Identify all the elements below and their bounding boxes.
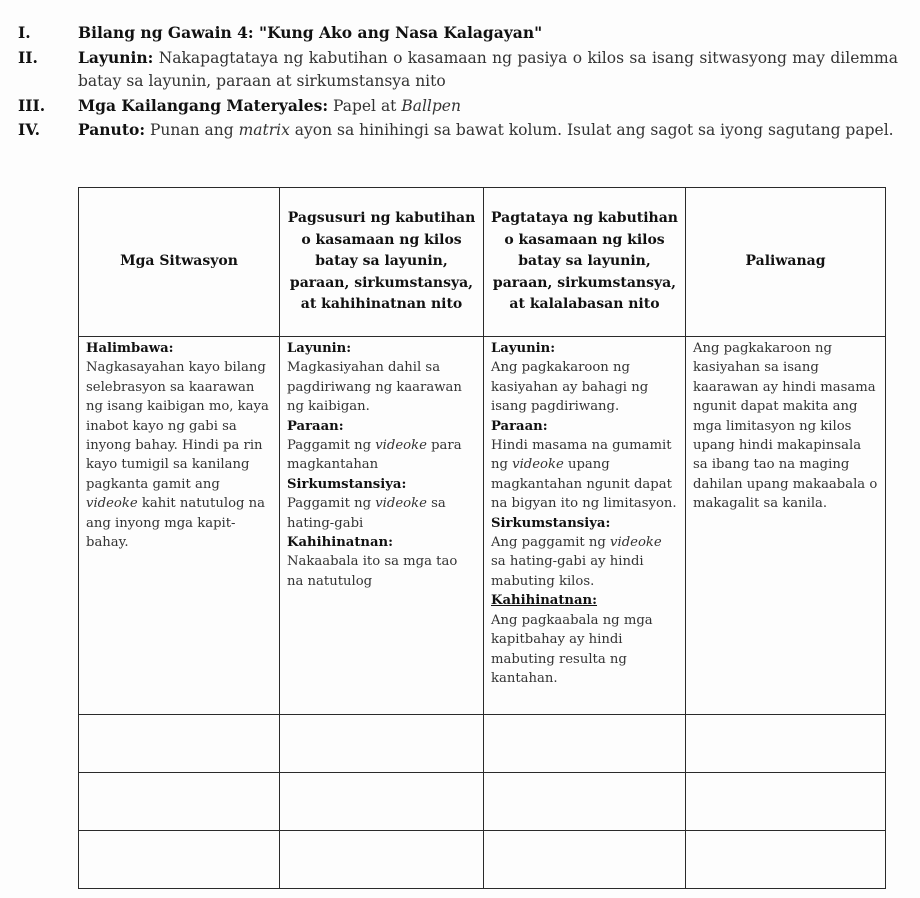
answer-cell-explanation[interactable] xyxy=(686,831,886,889)
answer-cell-analysis[interactable] xyxy=(280,831,484,889)
activity-matrix-table xyxy=(78,187,886,889)
kahihinatnan-text: Ang pagkaabala ng mga kapitbahay ay hindi mabuting resulta ng kantahan. xyxy=(491,612,653,686)
kahihinatnan-label: Kahihinatnan: xyxy=(287,535,394,551)
answer-row-2 xyxy=(79,773,886,831)
answer-cell-situation[interactable] xyxy=(79,831,280,889)
sirkumstansiya-text: Paggamit ng videoke sa hating-gabi xyxy=(287,496,446,531)
layunin-text: Ang pagkakaroon ng kasiyahan ay bahagi ng isang pagdiriwang. xyxy=(491,360,649,415)
answer-cell-analysis[interactable] xyxy=(280,715,484,773)
activity-title: "Kung Ako ang Nasa Kalagayan" xyxy=(253,23,543,42)
answer-cell-evaluation[interactable] xyxy=(484,831,686,889)
layunin-label: Layunin: xyxy=(287,341,352,356)
instruction-directions xyxy=(18,118,898,143)
header-evaluation: Pagtataya ng kabutihan o kasamaan ng kilos batay sa layunin, paraan, sirkumstansya, at kalalabasan nito xyxy=(484,188,686,337)
answer-cell-explanation[interactable] xyxy=(686,773,886,831)
answer-row-1 xyxy=(79,715,886,773)
directions-label: Panuto: xyxy=(78,120,146,139)
sirkumstansiya-text: Ang paggamit ng videoke sa hating-gabi ay hindi mabuting kilos. xyxy=(491,535,662,589)
paraan-text: Hindi masama na gumamit ng videoke upang magkantahan ngunit dapat na bigyan ito ng limitasyon. xyxy=(491,438,677,512)
directions-text-end: ayon sa hinihingi sa bawat kolum. Isulat ang sagot sa iyong sagutang papel. xyxy=(289,121,894,139)
instructions xyxy=(18,21,898,143)
answer-cell-analysis[interactable] xyxy=(280,773,484,831)
materials-italic: Ballpen xyxy=(401,96,461,115)
instruction-activity-number xyxy=(18,21,898,46)
example-explanation-cell: Ang pagkakaroon ng kasiyahan sa isang kaarawan ay hindi masama ngunit dapat makita ang mga limitasyon ng kilos upang hindi makapinsala sa ibang tao na maging dahilan upang makaabala o makagalit sa kanila. xyxy=(686,337,886,715)
roman-numeral: III. xyxy=(18,95,46,115)
paraan-label: Paraan: xyxy=(287,418,344,434)
sirkumstansiya-label: Sirkumstansiya: xyxy=(491,515,611,531)
header-situations: Mga Sitwasyon xyxy=(79,188,280,337)
directions-text: Punan ang xyxy=(145,121,239,139)
layunin-text: Magkasiyahan dahil sa pagdiriwang ng kaarawan ng kaibigan. xyxy=(287,360,462,415)
instruction-objective xyxy=(18,46,898,94)
answer-cell-situation[interactable] xyxy=(79,773,280,831)
paraan-text: Paggamit ng videoke para magkantahan xyxy=(287,438,462,473)
answer-cell-evaluation[interactable] xyxy=(484,715,686,773)
roman-numeral: I. xyxy=(18,23,31,42)
example-row xyxy=(79,337,886,715)
materials-text: Papel at xyxy=(328,96,402,115)
example-situation-cell xyxy=(79,337,280,715)
directions-italic: matrix xyxy=(238,121,290,139)
answer-cell-situation[interactable] xyxy=(79,715,280,773)
paraan-label: Paraan: xyxy=(491,418,548,434)
kahihinatnan-label: Kahihinatnan: xyxy=(491,593,598,609)
answer-cell-evaluation[interactable] xyxy=(484,773,686,831)
example-evaluation-cell xyxy=(484,337,686,715)
kahihinatnan-text: Nakaabala ito sa mga tao na natutulog xyxy=(287,554,458,589)
roman-numeral: IV. xyxy=(18,120,40,139)
example-analysis-cell xyxy=(280,337,484,715)
table-header-row xyxy=(79,188,886,337)
activity-label: Bilang ng Gawain 4: xyxy=(78,23,254,42)
sirkumstansiya-label: Sirkumstansiya: xyxy=(287,476,407,492)
header-explanation: Paliwanag xyxy=(686,188,886,337)
layunin-label: Layunin: xyxy=(491,341,556,356)
objective-text: Nakapagtataya ng kabutihan o kasamaan ng pasiya o kilos sa isang sitwasyong may dilemma batay sa layunin, paraan at sirkumstansya nito xyxy=(78,48,898,90)
example-label: Halimbawa: xyxy=(86,341,174,356)
header-analysis: Pagsusuri ng kabutihan o kasamaan ng kilos batay sa layunin, paraan, sirkumstansya, at kahihinatnan nito xyxy=(280,188,484,337)
answer-row-3 xyxy=(79,831,886,889)
situation-text: Nagkasayahan kayo bilang selebrasyon sa kaarawan ng isang kaibigan mo, kaya inabot kayo ng gabi sa inyong bahay. Hindi pa rin kayo tumigil sa kanilang pagkanta gamit ang videoke kahit natutulog na ang inyong mga kapit-bahay. xyxy=(86,360,269,551)
materials-label: Mga Kailangang Materyales: xyxy=(78,95,329,115)
roman-numeral: II. xyxy=(18,47,38,67)
instruction-materials xyxy=(18,94,898,119)
answer-cell-explanation[interactable] xyxy=(686,715,886,773)
objective-label: Layunin: xyxy=(78,47,154,67)
